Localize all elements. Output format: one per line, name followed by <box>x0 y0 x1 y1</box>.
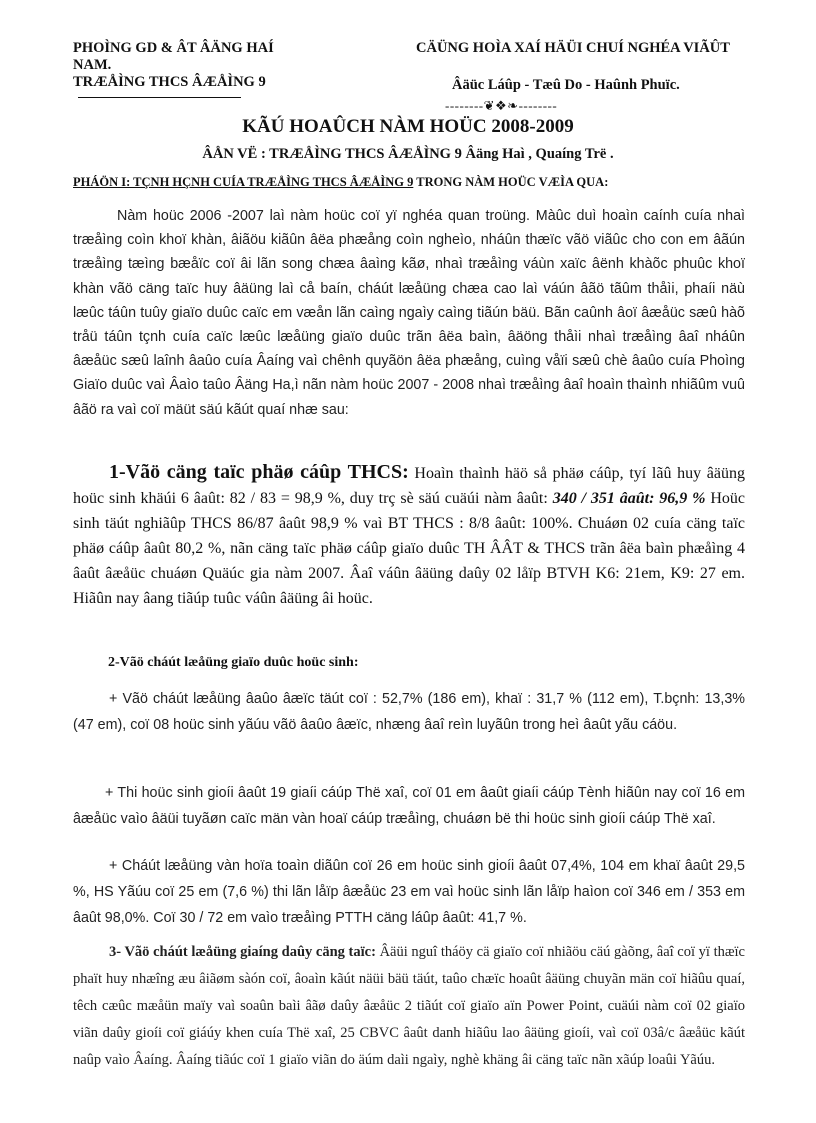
intro-paragraph: Nàm hoüc 2006 -2007 laì nàm hoüc coï yï nghéa quan troüng. Màûc duì hoaìn caính cuía nhaì træåìng coìn khoï khàn, âiãöu kiãûn âëa phæång coìn ngheìo, nháûn thæïc vãö viãûc cho con em âãún træåìng tæìng bæåïc coï âi lãn song chæa âaìng kãø, nhaì træåìng váùn xaïc âënh khàõc phuûc khoï khàn vãö cäng taïc huy âäüng laì cå baín, cháút læåüng chæa cao laì váún âãö tãûm thåìi, phaíi näù læûc táûn tuûy giaïo duûc caïc em væån lãn caìng ngaìy caìng tiãún bäü. Bãn caûnh âoï âæåüc sæû hàõ tråü táûn tçnh cuía caïc læûc læåüng giaïo duûc trãn âëa baìn, âäöng thåìi nhaì træåìng âaî nháûn âæåüc sæû laînh âaûo cuía Âaíng vaì chênh quyãön âëa phæång, cuìng våïi sæû chè âaûo cuía Phoìng Giaïo duûc vaì Âaìo taûo Âäng Ha,ì nãn nàm hoüc 2007 - 2008 nhaì træåìng âaî hoaìn thaình nhiãûm vuû âãö ra vaì coï mäüt säú kãút quaí nhæ sau: <box>73 208 745 418</box>
item2-heading: 2-Vãö cháút læåüng giaïo duûc hoüc sinh: <box>108 655 359 670</box>
conduct-paragraph: + Vãö cháút læåüng âaûo âæïc täút coï : 52,7% (186 em), khaï : 31,7 % (112 em), T.bçnh: 13,3% (47 em), coï 08 hoüc sinh yãúu vãö âaûo âæïc, nhæng âaî reìn luyãûn trong heì âaût yãu cáöu. <box>73 691 745 733</box>
unit-name: ÂÅN VË : TRÆÅÌNG THCS ÂÆÅÌNG 9 <box>202 146 462 162</box>
department-name-cont: NAM. <box>73 57 112 73</box>
section1-heading-rest: TRONG NÀM HOÜC VÆÌA QUA: <box>413 175 609 189</box>
item3-text: Âäüi nguî tháöy cä giaïo coï nhiãöu cäú gàõng, âaî coï yï thæïc phaït huy nhæîng æu âiãøm sàón coï, âoaìn kãút näüi bäü täút, taûo chæïc hoaût âäüng chuyãn män coï hiãûu quaí, têch cæûc mæåün maïy vaì soaûn baìi âãø daûy âæåüc 2 tiãút coï giaïo aïn Power Point, cuäúi nàm coï 02 giaïo viãn daûy gioíi coï giáúy khen cuía Thë xaî, 25 CBVC âaût danh hiãûu lao âäüng gioíi, vaì coï 03â/c âæåüc kãút naûp vaìo Âaíng. Âaíng tiãúc coï 1 giaïo viãn do äúm daìi ngaìy, nghè khäng âi cäng taïc nãn xãúp loaûi Yãúu. <box>73 944 745 1068</box>
item1-text-a: Hoaìn thaình häö så phäø cáûp, tyí lãû huy âäüng hoüc sinh khäúi 6 âaût: 82 / 83 = 98,9 %, duy trç sè säú cuäúi nàm âaût: <box>73 465 746 507</box>
school-name: TRÆÅÌNG THCS ÂÆÅÌNG 9 <box>73 74 266 90</box>
unit-location: Âäng Haì , Quaíng Trë . <box>465 146 614 162</box>
school-header <box>73 40 373 91</box>
national-header <box>416 40 756 113</box>
item1-text-b: Hoüc sinh täút nghiãûp THCS 86/87 âaût 98,9 % vaì BT THCS : 8/8 âaût: 100%. Chuáøn 02 cuía cäng taïc phäø cáûp âaût 80,2 %, nãn cäng taïc phäø cáûp giaïo duûc TH ÂÂT & THCS trãn âëa baìn phæåìng 4 âaût âæåüc chuáøn Quäúc gia nàm 2007. Âaî váûn âäüng daûy 02 låïp BTVH K6: 21em, K9: 27 em. Hiãûn nay âang tiãúp tuûc váûn âäüng âi hoüc. <box>73 490 746 607</box>
section1-heading <box>73 175 608 190</box>
national-motto: Âäüc Láûp - Tæû Do - Haûnh Phuïc. <box>452 77 680 93</box>
excellent-students-paragraph: + Thi hoüc sinh gioíi âaût 19 giaíi cáúp Thë xaî, coï 01 em âaût giaíi cáúp Tènh hiãûn nay coï 16 em âæåüc vaìo âäüi tuyãøn caïc män vàn hoaï cáúp træåìng, chuáøn bë thi hoüc sinh gioíi cáúp Thë xaî. <box>73 785 745 827</box>
academic-quality-paragraph: + Cháút læåüng vàn hoïa toaìn diãûn coï 26 em hoüc sinh gioíi âaût 07,4%, 104 em khaï âaût 29,5 %, HS Yãúu coï 25 em (7,6 %) thi lãn låïp âæåüc 23 em vaì hoüc sinh lãn låïp haìon coï 346 em / 353 em âaût 98,0%. Coï 30 / 72 em vaìo træåìng PTTH cäng láûp âaût: 41,7 %. <box>73 858 745 926</box>
header-underline <box>78 97 241 98</box>
section1-item1 <box>73 460 745 611</box>
item1-emphasis: 340 / 351 âaût: 96,9 % <box>552 490 706 507</box>
teaching-quality-paragraph <box>73 939 745 1074</box>
document-subtitle <box>0 146 816 163</box>
document-title: KÃÚ HOAÛCH NÀM HOÜC 2008-2009 <box>242 116 574 137</box>
department-name: PHOÌNG GD & ÂT ÂÄNG HAÍ <box>73 40 274 56</box>
item1-heading: 1-Vãö cäng taïc phäø cáûp THCS: <box>109 461 409 483</box>
ornament-divider: --------❦❖❧-------- <box>445 98 558 113</box>
national-title: CÄÜNG HOÌA XAÍ HÄÜI CHUÍ NGHÉA VIÃÛT <box>416 40 730 56</box>
section1-heading-main: PHÁÖN I: TÇNH HÇNH CUÍA TRÆÅÌNG THCS ÂÆÅÌNG 9 <box>73 175 414 189</box>
item3-heading: 3- Vãö cháút læåüng giaíng daûy cäng taïc: <box>109 944 376 960</box>
